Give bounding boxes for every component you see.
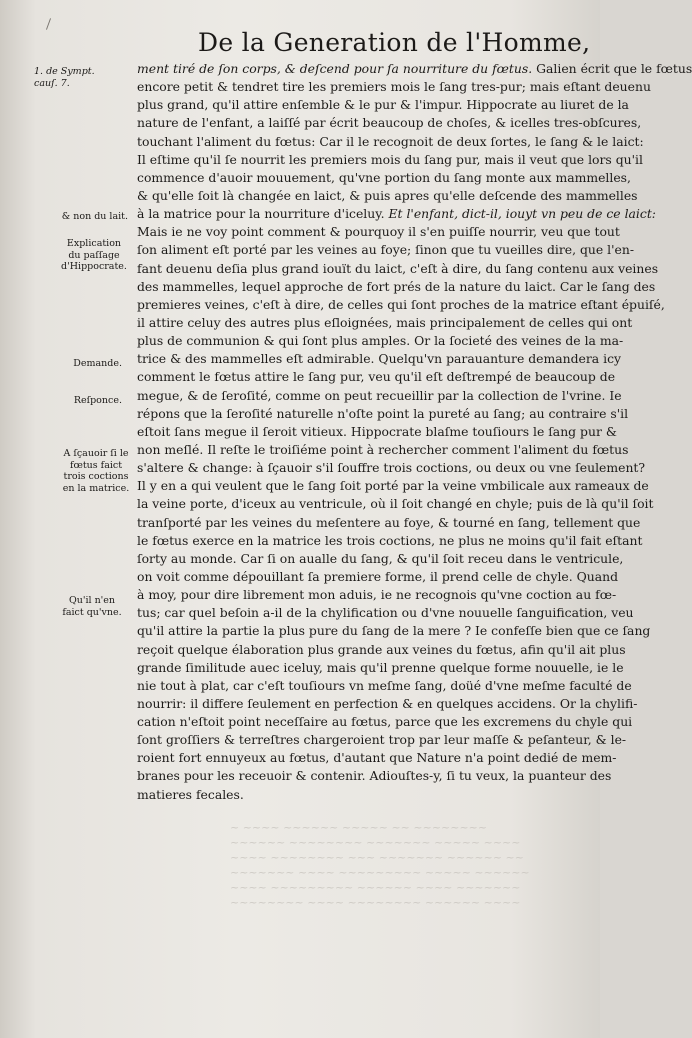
text-line <box>137 78 651 96</box>
text-line <box>137 241 635 259</box>
margin-note-line: faict qu'vne. <box>62 606 122 618</box>
text-segment: grande ſimilitude auec iceluy, mais qu'il prenne quelque forme nouuelle, ie le <box>137 659 624 675</box>
text-segment: roient fort ennuyeux au fœtus, d'autant que Nature n'a point dedié de mem- <box>137 750 617 766</box>
margin-note-line: & non du lait. <box>61 211 128 222</box>
margin-note-sympt <box>34 66 106 89</box>
text-line <box>137 713 633 731</box>
text-segment: répons que la ſeroſité naturelle n'oſte point la pureté au ſang; au contraire s'il <box>137 405 629 421</box>
margin-note-line: trois coctions <box>63 471 129 482</box>
text-line <box>137 731 627 749</box>
margin-note-line: fœtus faict <box>69 459 123 471</box>
text-segment: & qu'elle ſoit là changée en laict, & puis apres qu'elle deſcende des mammelles <box>137 187 638 203</box>
text-line <box>137 278 656 296</box>
margin-note-line: d'Hippocrate. <box>61 261 127 272</box>
text-segment: Il y en a qui veulent que le ſang ſoit porté par la veine vmbilicale aux rameaux de <box>137 478 649 494</box>
text-line <box>137 622 651 640</box>
text-segment: tus; car quel beſoin a-il de la chylification ou d'vne nouuelle ſanguification, veu <box>137 605 634 621</box>
margin-note-line: cauſ. 7. <box>34 77 70 89</box>
margin-note-explication <box>58 238 130 273</box>
text-segment: Galien écrit que le fœtus <box>532 61 692 76</box>
text-line <box>137 550 624 568</box>
text-line <box>137 514 641 532</box>
text-line <box>137 205 656 223</box>
text-line <box>137 441 629 459</box>
bleed-through: ~ ~~~~ ~~~~~~ ~~~~~ ~~ ~~~~~~~~ ~~~~~~ ~~~~~~~~ ~~~~~~~ ~~~~~ ~~~~ ~~~~ ~~~~~~~~ ~~~ ~~~~~~~ ~~~~~~ ~~ ~~~~~~~ ~~~~ ~~~~~~~~~ ~~~~~ ~~~~~~ ~~~~ ~~~~~~~~~ ~~~~~~ ~~~~ ~~~~~~~ ~~~~~~~~ ~~~~ ~~~~~~~~ ~~~~~~ ~~~~ <box>230 821 530 909</box>
margin-note-demande <box>50 358 122 370</box>
text-line <box>137 477 649 495</box>
text-segment: nourrir: il differe ſeulement en perfection & en quelques accidens. Or la chylifi- <box>137 695 638 711</box>
text-segment: des mammelles, lequel approche de fort prés de la nature du laict. Car le ſang des <box>137 278 656 294</box>
text-segment: ſont groſſiers & terreſtres chargeroient trop par leur maſſe & peſanteur, & le- <box>137 732 627 748</box>
text-line <box>137 767 612 785</box>
text-line <box>137 749 617 767</box>
margin-note-line: 1. de Sympt. <box>34 66 95 77</box>
text-segment: nature de l'enfant, a laiſſé par écrit beaucoup de choſes, & icelles tres-obſcures, <box>137 115 642 131</box>
text-segment: commence d'auoir mouuement, qu'vne portion du ſang monte aux mammelles, <box>137 169 631 185</box>
text-segment: trice & des mammelles eſt admirable. Quelqu'vn parauanture demandera icy <box>137 351 622 367</box>
text-line <box>137 695 638 713</box>
text-line <box>137 314 633 332</box>
text-line <box>137 532 643 550</box>
text-segment: premieres veines, c'eſt à dire, de celles qui ſont proches de la matrice eſtant épuiſé, <box>137 296 665 312</box>
margin-note-line: du paſſage <box>68 249 120 261</box>
body-text <box>137 60 692 804</box>
text-line <box>137 151 643 169</box>
text-line <box>137 350 622 368</box>
text-segment: qu'il attire la partie la plus pure du ſang de la mere ? Ie confeſſe bien que ce ſang <box>137 623 651 639</box>
margin-note-responce <box>50 395 122 407</box>
text-line <box>137 133 644 151</box>
text-line <box>137 568 619 586</box>
text-segment: s'altere & change: à ſçauoir s'il ſouffre trois coctions, ou deux ou vne ſeulement? <box>137 460 646 476</box>
text-segment: la veine porte, d'iceux au ventricule, où il ſoit changé en chyle; puis de là qu'il ſoit <box>137 496 654 512</box>
text-segment: à moy, pour dire librement mon aduis, ie ne recognois qu'vne coction au fœ- <box>137 587 617 603</box>
page-mark <box>46 18 51 30</box>
text-line <box>137 223 620 241</box>
italic-segment: Et l'enfant, dict-il, iouyt vn peu de ce laict: <box>384 206 656 222</box>
text-segment: branes pour les receuoir & contenir. Adiouſtes-y, ſi tu veux, la puanteur des <box>137 768 612 784</box>
text-line <box>137 604 634 622</box>
text-segment: nie tout à plat, car c'eſt touſiours vn meſme ſang, doüé d'vne meſme faculté de <box>137 677 632 693</box>
text-line <box>137 423 617 441</box>
text-segment: megue, & de ſeroſité, comme on peut recueillir par la collection de l'vrine. Ie <box>137 387 622 403</box>
text-segment: plus grand, qu'il attire enſemble & le pur & l'impur. Hippocrate au liuret de la <box>137 97 629 113</box>
text-segment: matieres fecales. <box>137 786 244 802</box>
text-line <box>137 114 642 132</box>
text-line <box>137 260 659 278</box>
margin-note-line: Qu'il n'en <box>68 595 116 606</box>
margin-note-une-seule <box>56 595 128 618</box>
text-segment: non meſlé. Il reſte le troiſiéme point à rechercher comment l'aliment du fœtus <box>137 441 629 457</box>
text-segment: il attire celuy des autres plus eſloignées, mais principalement de celles qui ont <box>137 314 633 330</box>
text-line <box>137 405 629 423</box>
italic-segment: ment tiré de ſon corps, & deſcend pour ſa nourriture du fœtus. <box>137 61 533 76</box>
margin-note-line: en la matrice. <box>62 482 130 494</box>
margin-note-line: A ſçauoir ſi le <box>63 448 129 459</box>
text-segment: eſtoit ſans megue il ſeroit vitieux. Hippocrate blaſme touſiours le ſang pur & <box>137 423 617 439</box>
margin-note-trois-coctions <box>60 448 132 494</box>
text-segment: à la matrice pour la nourriture d'iceluy. <box>137 206 385 222</box>
text-line <box>137 96 629 114</box>
running-title: De la Generation de l'Homme, <box>198 28 591 57</box>
text-line <box>137 387 622 405</box>
text-line <box>137 641 626 659</box>
text-line <box>137 459 646 477</box>
text-segment: le fœtus exerce en la matrice les trois coctions, ne plus ne moins qu'il fait eſtant <box>137 532 643 548</box>
text-line <box>137 677 632 695</box>
text-segment: on voit comme dépouillant ſa premiere forme, il prend celle de chyle. Quand <box>137 568 619 584</box>
text-line <box>137 659 624 677</box>
text-line <box>137 368 616 386</box>
text-line <box>137 586 617 604</box>
text-segment: Il eſtime qu'il ſe nourrit les premiers mois du ſang pur, mais il veut que lors qu'il <box>137 151 643 167</box>
text-segment: fant deuenu deſia plus grand iouït du laict, c'eſt à dire, du ſang contenu aux veines <box>137 260 659 276</box>
text-line <box>137 296 665 314</box>
text-line <box>137 60 692 78</box>
text-line <box>137 332 624 350</box>
text-line <box>137 786 595 804</box>
text-segment: plus de communion & qui ſont plus amples. Or la ſocieté des veines de la ma- <box>137 333 624 349</box>
margin-note-line: Demande. <box>73 358 122 369</box>
text-segment: encore petit & tendret tire les premiers mois le ſang tres-pur; mais eſtant deuenu <box>137 79 651 95</box>
text-segment: comment le fœtus attire le ſang pur, veu qu'il eſt deſtrempé de beaucoup de <box>137 369 616 385</box>
text-segment: ſorty au monde. Car ſi on aualle du ſang, & qu'il ſoit receu dans le ventricule, <box>137 550 624 566</box>
text-segment: tranſporté par les veines du meſentere au foye, & tourné en ſang, tellement que <box>137 514 641 530</box>
text-line <box>137 169 631 187</box>
text-segment: touchant l'aliment du fœtus: Car il le recognoit de deux ſortes, le ſang & le laict: <box>137 133 644 149</box>
text-segment: reçoit quelque élaboration plus grande aux veines du fœtus, afin qu'il ait plus <box>137 641 626 657</box>
text-segment: Mais ie ne voy point comment & pourquoy il s'en puiſſe nourrir, veu que tout <box>137 224 620 240</box>
text-segment: cation n'eſtoit point neceſſaire au fœtus, parce que les excremens du chyle qui <box>137 714 633 730</box>
margin-note-line: Reſponce. <box>73 395 122 406</box>
text-line <box>137 187 638 205</box>
text-line <box>137 495 654 513</box>
text-segment: ſon aliment eſt porté par les veines au foye; ſinon que tu vueilles dire, que l'en- <box>137 242 635 258</box>
margin-note-line: Explication <box>66 238 122 249</box>
margin-note-non-du-lait <box>56 211 128 223</box>
